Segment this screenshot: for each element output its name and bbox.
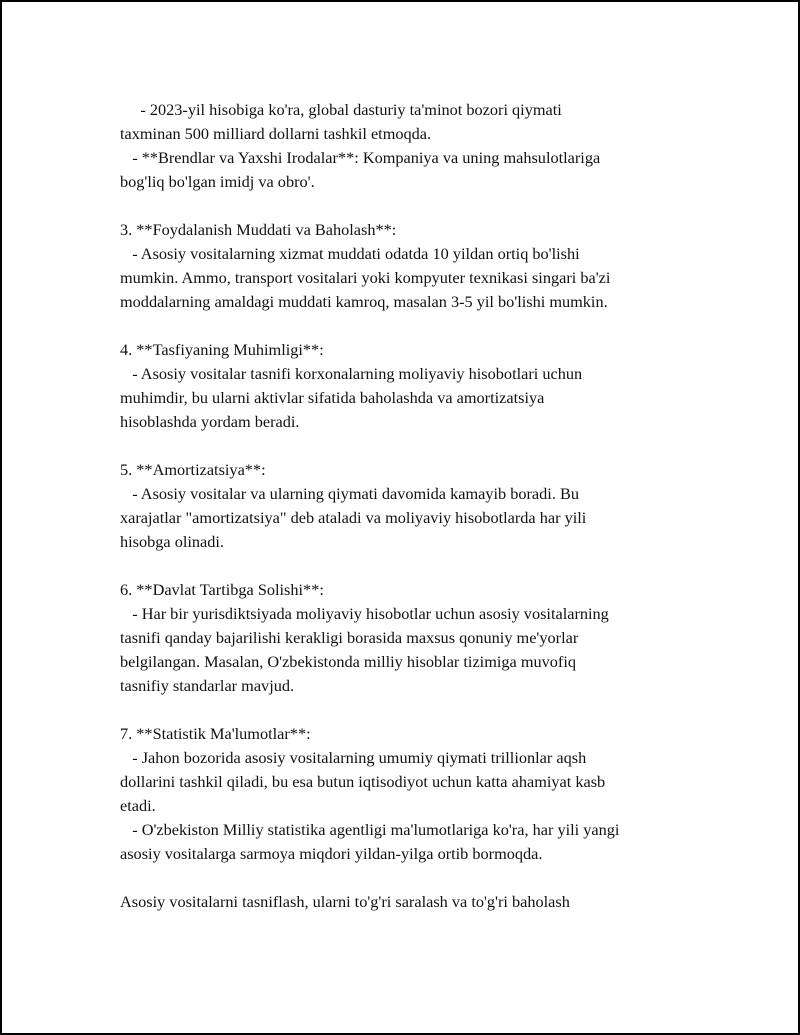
document-body <box>120 98 700 914</box>
text-line: belgilangan. Masalan, O'zbekistonda milliy hisoblar tizimiga muvofiq <box>120 652 577 671</box>
section-heading: 6. **Davlat Tartibga Solishi**: <box>120 580 324 599</box>
text-line: tasnifiy standarlar mavjud. <box>120 676 295 695</box>
text-line: tasnifi qanday bajarilishi kerakligi borasida maxsus qonuniy me'yorlar <box>120 628 579 647</box>
text-line: dollarini tashkil qiladi, bu esa butun iqtisodiyot uchun katta ahamiyat kasb <box>120 772 606 791</box>
text-line: - Asosiy vositalar tasnifi korxonalarning moliyaviy hisobotlari uchun <box>120 364 583 383</box>
paragraph-gap <box>120 194 700 218</box>
text-line: - 2023-yil hisobiga ko'ra, global dasturiy ta'minot bozori qiymati <box>120 100 562 119</box>
section-heading: 3. **Foydalanish Muddati va Baholash**: <box>120 220 397 239</box>
text-line: hisobga olinadi. <box>120 532 225 551</box>
paragraph-gap <box>120 698 700 722</box>
section-heading: 5. **Amortizatsiya**: <box>120 460 266 479</box>
paragraph-gap <box>120 866 700 890</box>
text-line: hisoblashda yordam beradi. <box>120 412 300 431</box>
section-heading: 4. **Tasfiyaning Muhimligi**: <box>120 340 324 359</box>
paragraph-gap <box>120 314 700 338</box>
text-line: moddalarning amaldagi muddati kamroq, masalan 3-5 yil bo'lishi mumkin. <box>120 292 608 311</box>
text-line: taxminan 500 milliard dollarni tashkil etmoqda. <box>120 124 432 143</box>
paragraph-gap <box>120 554 700 578</box>
text-line: mumkin. Ammo, transport vositalari yoki kompyuter texnikasi singari ba'zi <box>120 268 611 287</box>
text-line: - Asosiy vositalar va ularning qiymati davomida kamayib boradi. Bu <box>120 484 579 503</box>
text-line: - **Brendlar va Yaxshi Irodalar**: Kompaniya va uning mahsulotlariga <box>120 148 601 167</box>
text-line: - Har bir yurisdiktsiyada moliyaviy hisobotlar uchun asosiy vositalarning <box>120 604 609 623</box>
text-line: - O'zbekiston Milliy statistika agentligi ma'lumotlariga ko'ra, har yili yangi <box>120 820 620 839</box>
text-line: - Asosiy vositalarning xizmat muddati odatda 10 yildan ortiq bo'lishi <box>120 244 580 263</box>
text-line: etadi. <box>120 796 156 815</box>
text-line: asosiy vositalarga sarmoya miqdori yildan-yilga ortib bormoqda. <box>120 844 543 863</box>
text-line: - Jahon bozorida asosiy vositalarning umumiy qiymati trillionlar aqsh <box>120 748 587 767</box>
text-line: Asosiy vositalarni tasniflash, ularni to'g'ri saralash va to'g'ri baholash <box>120 892 570 911</box>
text-line: muhimdir, bu ularni aktivlar sifatida baholashda va amortizatsiya <box>120 388 545 407</box>
text-line: xarajatlar "amortizatsiya" deb ataladi va moliyaviy hisobotlarda har yili <box>120 508 587 527</box>
section-heading: 7. **Statistik Ma'lumotlar**: <box>120 724 311 743</box>
paragraph-gap <box>120 434 700 458</box>
text-line: bog'liq bo'lgan imidj va obro'. <box>120 172 315 191</box>
